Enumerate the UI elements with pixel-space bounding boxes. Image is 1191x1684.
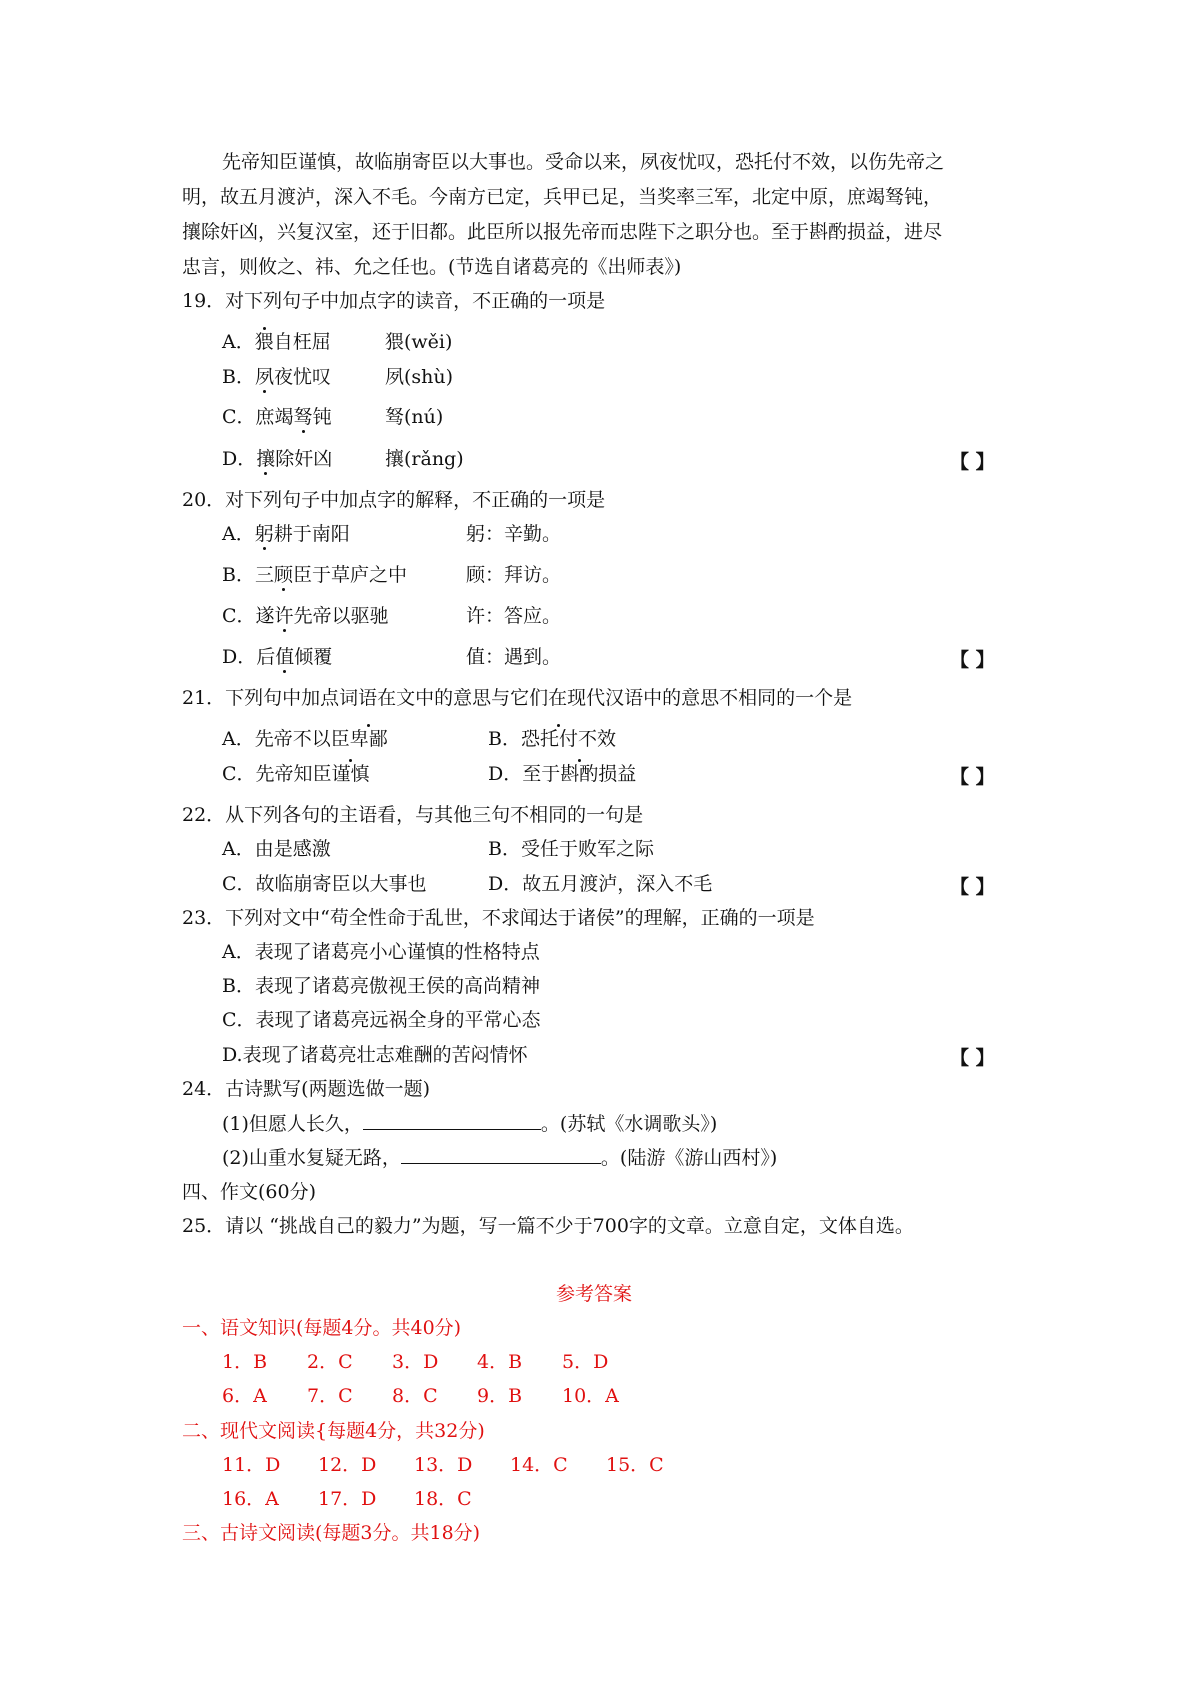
question-21-option-c: C．先帝知臣谨慎 [222, 763, 370, 785]
question-24-stem: 24．古诗默写(两题选做一题) [182, 1078, 431, 1100]
answers-section-2: 二、现代文阅读{每题4分，共32分) [182, 1420, 485, 1442]
question-20-stem: 20．对下列句子中加点字的解释，不正确的一项是 [182, 489, 606, 511]
answer-item: 15．C [606, 1454, 664, 1476]
question-20-note-b: 顾：拜访。 [466, 564, 562, 586]
answer-item: 2．C [307, 1351, 353, 1373]
question-22-option-d: D．故五月渡泸，深入不毛 [488, 873, 713, 895]
question-22-stem: 22．从下列各句的主语看，与其他三句不相同的一句是 [182, 804, 644, 826]
answer-item: 5．D [562, 1351, 609, 1373]
emphasis-dot-chars: 斟酌 [560, 763, 599, 785]
question-20-note-d: 值：遇到。 [466, 646, 562, 668]
question-21-option-d: D．至于斟酌损益 [488, 763, 637, 785]
passage-line-2: 明，故五月渡泸，深入不毛。今南方已定，兵甲已足，当奖率三军，北定中原，庶竭驽钝， [182, 186, 943, 208]
answer-item: 16．A [222, 1488, 279, 1510]
emphasis-dot-char: 顾 [273, 564, 293, 586]
answer-bracket-19: 【 】 [950, 451, 995, 473]
answers-title: 参考答案 [556, 1283, 633, 1305]
emphasis-dot-chars: 卑鄙 [349, 728, 388, 750]
emphasis-dot-char: 驽 [293, 406, 313, 428]
question-23-option-b: B．表现了诸葛亮傲视王侯的高尚精神 [222, 975, 540, 997]
passage-line-1: 先帝知臣谨慎，故临崩寄臣以大事也。受命以来，夙夜忧叹，恐托付不效，以伤先帝之 [222, 151, 945, 173]
question-19-note-a: 猥(wěi) [385, 331, 453, 353]
question-20-option-a: A．躬耕于南阳 [222, 523, 350, 545]
question-19-note-d: 攘(rǎng) [385, 448, 464, 470]
question-20-option-d: D．后值倾覆 [222, 646, 333, 668]
answer-bracket-23: 【 】 [950, 1047, 995, 1069]
question-19-option-b: B．夙夜忧叹 [222, 366, 331, 388]
answer-item: 8．C [392, 1385, 438, 1407]
emphasis-dot-char: 躬 [254, 523, 274, 545]
answer-item: 14．C [510, 1454, 568, 1476]
answer-item: 9．B [477, 1385, 523, 1407]
question-21-stem: 21．下列句中加点词语在文中的意思与它们在现代汉语中的意思不相同的一个是 [182, 687, 853, 709]
question-23-option-d: D.表现了诸葛亮壮志难酬的苦闷情怀 [222, 1044, 528, 1066]
emphasis-dot-char: 猥 [254, 331, 274, 353]
question-20-option-b: B．三顾臣于草庐之中 [222, 564, 407, 586]
question-19-option-a: A．猥自枉屈 [222, 331, 331, 353]
question-19-option-c: C．庶竭驽钝 [222, 406, 332, 428]
answer-bracket-22: 【 】 [950, 876, 995, 898]
answer-item: 6．A [222, 1385, 267, 1407]
question-20-option-c: C．遂许先帝以驱驰 [222, 605, 389, 627]
answer-item: 10．A [562, 1385, 619, 1407]
question-21-option-b: B．恐托付不效 [488, 728, 616, 750]
question-20-note-c: 许：答应。 [466, 605, 562, 627]
emphasis-dot-chars: 谨慎 [331, 763, 370, 785]
answer-item: 13．D [414, 1454, 473, 1476]
question-21-option-a: A．先帝不以臣卑鄙 [222, 728, 388, 750]
answer-item: 3．D [392, 1351, 439, 1373]
emphasis-dot-char: 许 [274, 605, 294, 627]
question-24-line-1: (1)但愿人长久， 。(苏轼《水调歌头》) [222, 1113, 718, 1135]
fill-blank-1[interactable] [363, 1111, 541, 1130]
answer-item: 7．C [307, 1385, 353, 1407]
answer-item: 17．D [318, 1488, 377, 1510]
question-22-option-b: B．受任于败军之际 [488, 838, 654, 860]
passage-line-3: 攘除奸凶，兴复汉室，还于旧都。此臣所以报先帝而忠陛下之职分也。至于斟酌损益，进尽 [182, 221, 943, 243]
emphasis-dot-char: 攘 [256, 448, 276, 470]
answer-item: 12．D [318, 1454, 377, 1476]
answer-item: 4．B [477, 1351, 523, 1373]
emphasis-dot-chars: 托付 [539, 728, 578, 750]
question-23-stem: 23．下列对文中“苟全性命于乱世，不求闻达于诸侯”的理解，正确的一项是 [182, 907, 815, 929]
question-23-option-a: A．表现了诸葛亮小心谨慎的性格特点 [222, 941, 540, 963]
section-4-heading: 四、作文(60分) [182, 1181, 317, 1203]
question-22-option-c: C．故临崩寄臣以大事也 [222, 873, 427, 895]
answer-item: 18．C [414, 1488, 472, 1510]
answer-bracket-20: 【 】 [950, 649, 995, 671]
answers-section-3: 三、古诗文阅读(每题3分。共18分) [182, 1522, 481, 1544]
question-25: 25．请以 “挑战自己的毅力”为题，写一篇不少于700字的文章。立意自定，文体自选。 [182, 1215, 914, 1237]
question-19-note-b: 夙(shù) [385, 366, 454, 388]
question-23-option-c: C．表现了诸葛亮远祸全身的平常心态 [222, 1009, 541, 1031]
question-19-option-d: D．攘除奸凶 [222, 448, 333, 470]
answers-section-1: 一、语文知识(每题4分。共40分) [182, 1317, 462, 1339]
answer-item: 11．D [222, 1454, 281, 1476]
fill-blank-2[interactable] [401, 1145, 601, 1164]
question-20-note-a: 躬：辛勤。 [466, 523, 562, 545]
question-24-line-2: (2)山重水复疑无路， 。(陆游《游山西村》) [222, 1147, 778, 1169]
emphasis-dot-char: 夙 [254, 366, 274, 388]
answer-bracket-21: 【 】 [950, 766, 995, 788]
question-19-note-c: 驽(nú) [385, 406, 444, 428]
passage-line-4: 忠言，则攸之、祎、允之任也。(节选自诸葛亮的《出师表》) [182, 256, 682, 278]
answer-item: 1．B [222, 1351, 268, 1373]
question-22-option-a: A．由是感激 [222, 838, 331, 860]
question-19-stem: 19．对下列句子中加点字的读音，不正确的一项是 [182, 290, 606, 312]
emphasis-dot-char: 值 [275, 646, 295, 668]
